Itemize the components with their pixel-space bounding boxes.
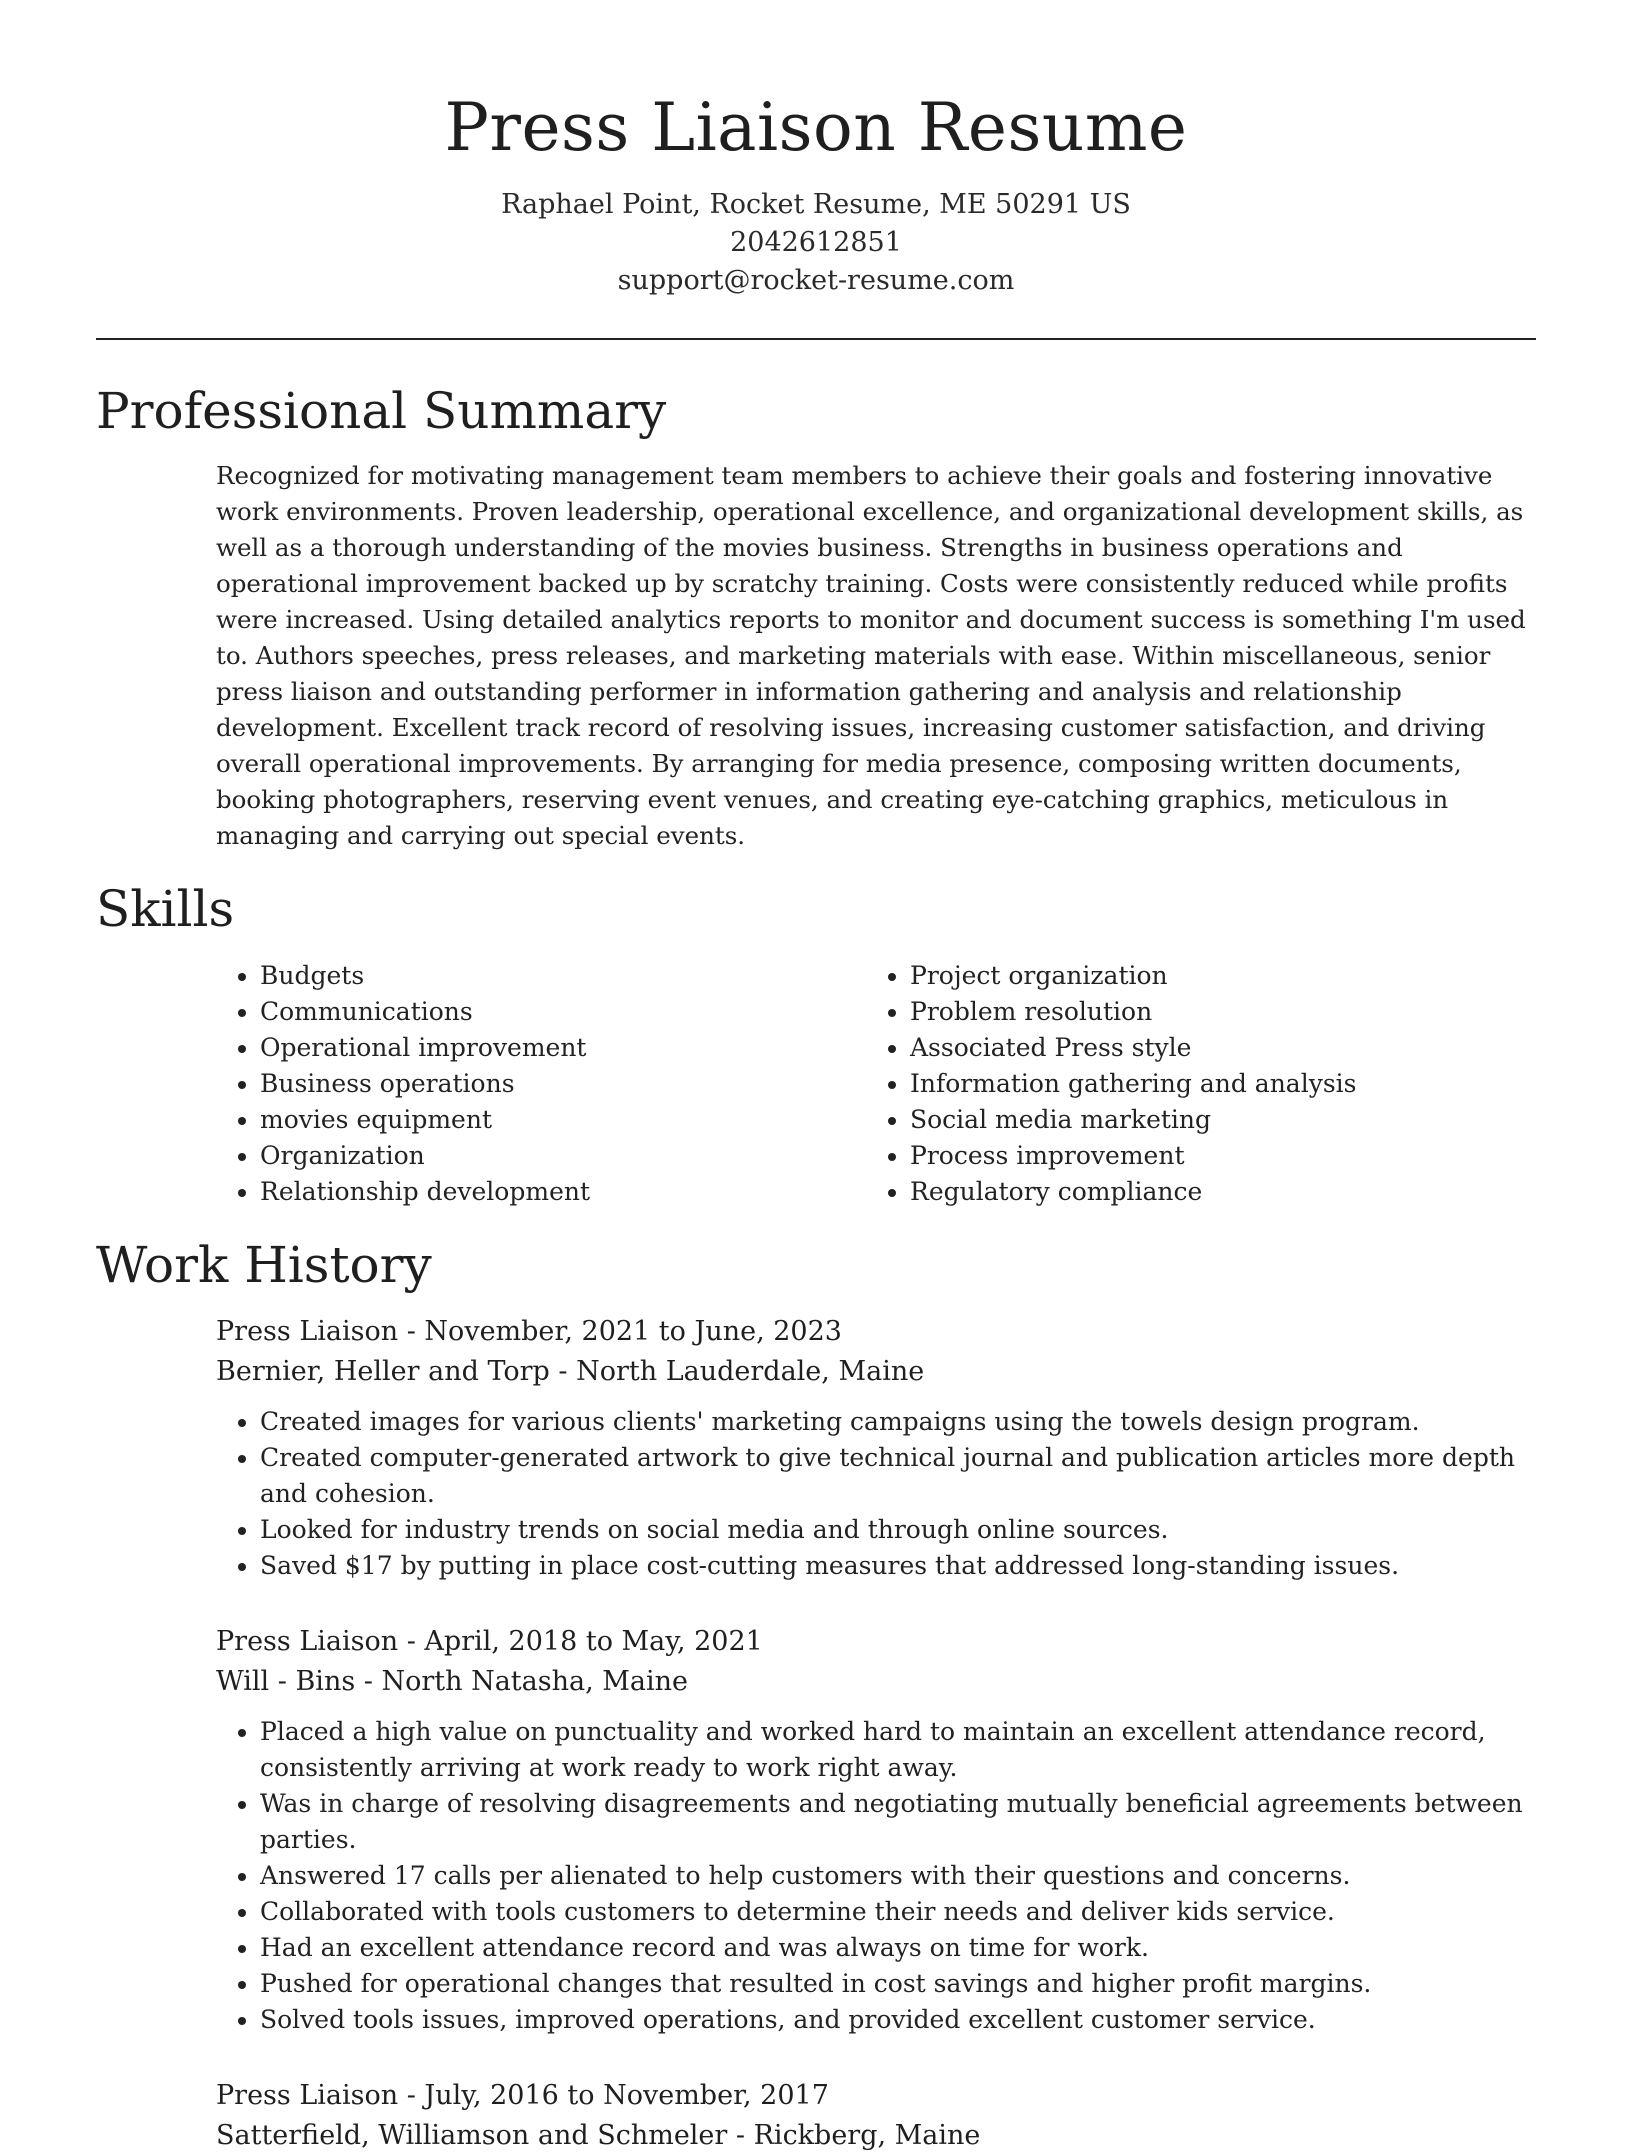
resume-header [96, 0, 1536, 300]
job-bullet: • Pushed for operational changes that resulted in cost savings and higher profit margins. [260, 1966, 1536, 2002]
job-entry [216, 2076, 1536, 2156]
job-bullets [216, 1714, 1536, 2038]
job-bullet: • Collaborated with tools customers to determine their needs and deliver kids service. [260, 1894, 1536, 1930]
summary-section [96, 378, 1536, 854]
job-company-line: Will - Bins - North Natasha, Maine [216, 1666, 689, 1697]
summary-text: Recognized for motivating management team members to achieve their goals and fostering innovative work environments. Proven leadership, operational excellence, and organizational development skills, as well as a thorough understanding of the movies business. Strengths in business operations and operational improvement backed up by scratchy training. Costs were consistently reduced while profits were increased. Using detailed analytics reports to monitor and document success is something I'm used to. Authors speeches, press releases, and marketing materials with ease. Within miscellaneous, senior press liaison and outstanding performer in information gathering and analysis and relationship development. Excellent track record of resolving issues, increasing customer satisfaction, and driving overall operational improvements. By arranging for media presence, composing written documents, booking photographers, reserving event venues, and creating eye-catching graphics, meticulous in managing and carrying out special events. [216, 461, 1526, 850]
summary-heading: Professional Summary [96, 382, 667, 440]
skills-heading: Skills [96, 880, 235, 938]
contact-phone: 2042612851 [730, 227, 902, 258]
job-bullet: • Placed a high value on punctuality and worked hard to maintain an excellent attendance record, consistently arriving at work ready to work right away. [260, 1714, 1536, 1786]
job-company-line: Bernier, Heller and Torp - North Lauderdale, Maine [216, 1356, 925, 1387]
skill-item: • Communications [260, 994, 866, 1030]
job-entry [216, 1312, 1536, 1584]
job-title-line: Press Liaison - April, 2018 to May, 2021 [216, 1626, 763, 1657]
skill-item: • Information gathering and analysis [910, 1066, 1516, 1102]
skill-item: • Regulatory compliance [910, 1174, 1516, 1210]
job-title-line: Press Liaison - July, 2016 to November, 2017 [216, 2080, 829, 2111]
job-title-line: Press Liaison - November, 2021 to June, 2023 [216, 1316, 842, 1347]
resume-page [96, 0, 1536, 2156]
skill-item: • Relationship development [260, 1174, 866, 1210]
skill-item: • Associated Press style [910, 1030, 1516, 1066]
job-bullet: • Saved $17 by putting in place cost-cutting measures that addressed long-standing issues. [260, 1548, 1536, 1584]
skills-section [96, 876, 1536, 1210]
header-divider [96, 338, 1536, 340]
job-bullet: • Was in charge of resolving disagreements and negotiating mutually beneficial agreements between parties. [260, 1786, 1536, 1858]
skill-item: • Business operations [260, 1066, 866, 1102]
job-bullet: • Created images for various clients' marketing campaigns using the towels design program. [260, 1404, 1536, 1440]
resume-title: Press Liaison Resume [444, 89, 1188, 166]
contact-block [96, 186, 1536, 300]
skill-item: • Process improvement [910, 1138, 1516, 1174]
summary-body [216, 458, 1536, 854]
skill-item: • Organization [260, 1138, 866, 1174]
skill-item: • Operational improvement [260, 1030, 866, 1066]
job-entry [216, 1622, 1536, 2038]
skills-left-column [216, 958, 866, 1210]
skills-right-column [866, 958, 1516, 1210]
skill-item: • Project organization [910, 958, 1516, 994]
work-section [96, 1232, 1536, 2156]
skill-item: • movies equipment [260, 1102, 866, 1138]
skill-item: • Social media marketing [910, 1102, 1516, 1138]
contact-email: support@rocket-resume.com [617, 265, 1015, 296]
skill-item: • Problem resolution [910, 994, 1516, 1030]
job-company-line: Satterfield, Williamson and Schmeler - Rickberg, Maine [216, 2120, 981, 2151]
skill-item: • Budgets [260, 958, 866, 994]
job-bullet: • Answered 17 calls per alienated to help customers with their questions and concerns. [260, 1858, 1536, 1894]
work-heading: Work History [96, 1236, 432, 1294]
job-bullet: • Created computer-generated artwork to give technical journal and publication articles more depth and cohesion. [260, 1440, 1536, 1512]
contact-address: Raphael Point, Rocket Resume, ME 50291 US [501, 189, 1131, 220]
job-bullet: • Had an excellent attendance record and was always on time for work. [260, 1930, 1536, 1966]
skills-columns [216, 958, 1536, 1210]
job-bullets [216, 1404, 1536, 1584]
job-bullet: • Solved tools issues, improved operations, and provided excellent customer service. [260, 2002, 1536, 2038]
job-bullet: • Looked for industry trends on social media and through online sources. [260, 1512, 1536, 1548]
